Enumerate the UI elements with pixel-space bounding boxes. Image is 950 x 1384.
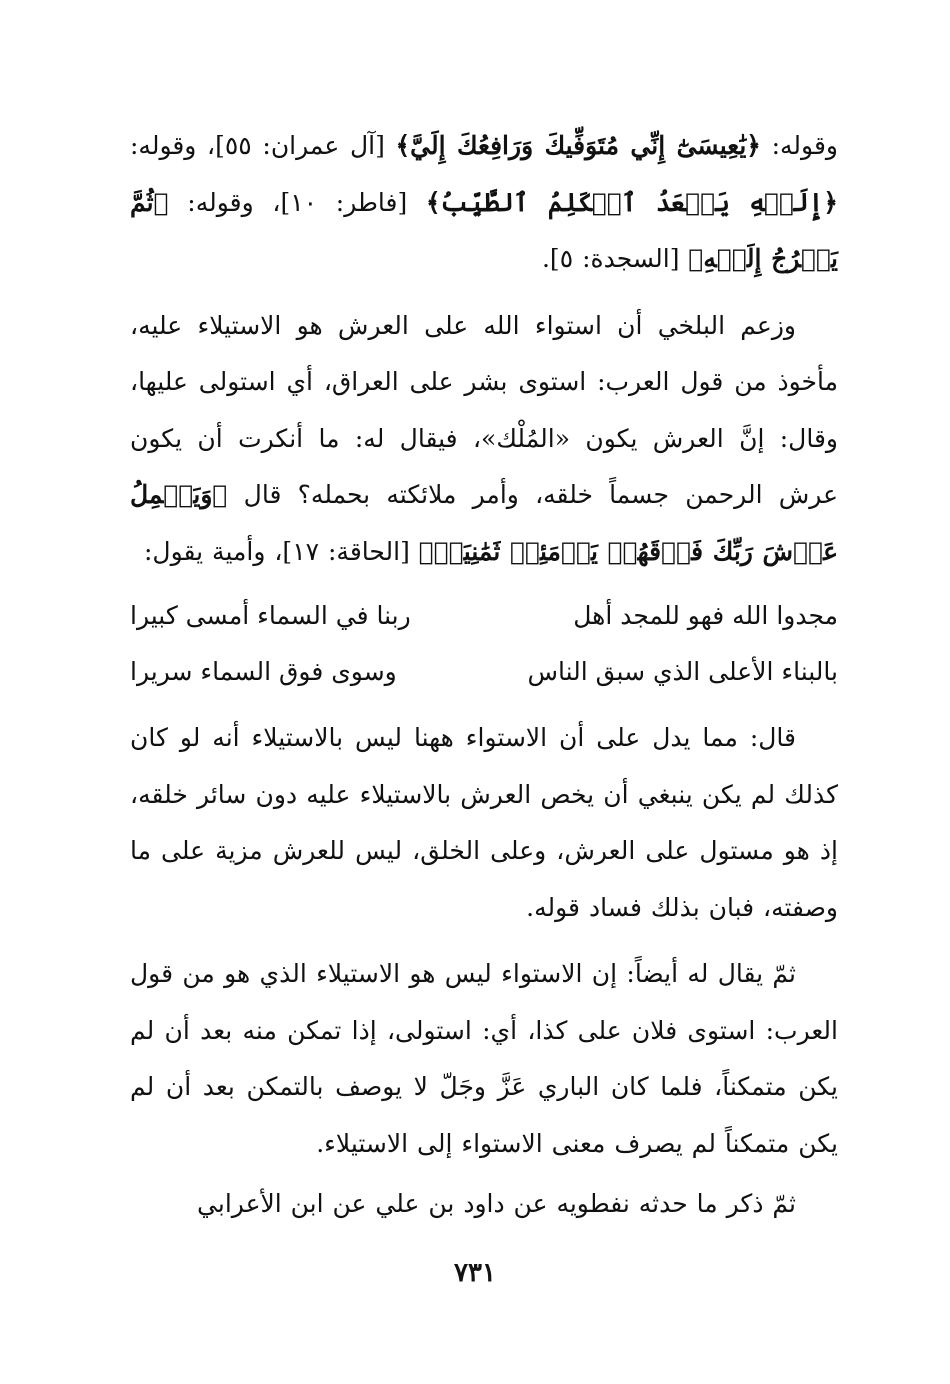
paragraph-quran-citations <box>130 118 838 288</box>
quran-verse: ﴿وَيَحۡمِلُ عَرۡشَ رَبِّكَ فَوۡقَهُمۡ يَوۡمَئِذٖ ثَمَٰنِيَةٞ﴾ <box>130 480 838 566</box>
paragraph-narration: ثمّ ذكر ما حدثه نفطويه عن داود بن علي عن ابن الأعرابي <box>197 1189 796 1218</box>
poem-first-hemistich: بالبناء الأعلى الذي سبق الناس <box>527 657 838 686</box>
poem-second-hemistich: وسوى فوق السماء سريرا <box>130 657 397 686</box>
paragraph-refutation: ثمّ يقال له أيضاً: إن الاستواء ليس هو الاستيلاء الذي هو من قول العرب: استوى فلان على كذا، أي: استولى، إذا تمكن منه بعد أن لم يكن متمكناً، فلما كان الباري عَزَّ وجَلّ لا يوصف بالتمكن بعد أن لم يكن متمكناً لم يصرف معنى الاستواء إلى الاستيلاء. <box>130 959 838 1158</box>
text-run: [السجدة: ٥]. <box>541 244 689 273</box>
poem-first-hemistich: مجدوا الله فهو للمجد أهل <box>573 601 838 630</box>
paragraph-balkhi-claim <box>130 298 838 581</box>
page-number: ٧٣١ <box>454 1258 496 1288</box>
quran-verse: ﴿يَٰعِيسَىٰٓ إِنِّي مُتَوَفِّيكَ وَرَافِعُكَ إِلَيَّ﴾ <box>395 131 761 160</box>
text-run: [الحاقة: ١٧]، وأمية يقول: <box>144 536 419 566</box>
poem-second-hemistich: ربنا في السماء أمسى كبيرا <box>130 601 411 630</box>
poem-verse-1 <box>130 588 838 644</box>
paragraph-argument: قال: مما يدل على أن الاستواء ههنا ليس بالاستيلاء أنه لو كان كذلك لم يكن ينبغي أن يخص العرش بالاستيلاء عليه دون سائر خلقه، إذ هو مستول على العرش، وعلى الخلق، ليس للعرش مزية على ما وصفته، فبان بذلك فساد قوله. <box>130 723 838 922</box>
page-body <box>130 118 838 1384</box>
text-run: [فاطر: ١٠]، وقوله: <box>168 187 426 217</box>
quran-verse: ﴿ثُمَّ يَعۡرُجُ إِلَيۡهِ﴾ <box>130 187 838 273</box>
text-run: وزعم البلخي أن استواء الله على العرش هو الاستيلاء عليه، مأخوذ من قول العرب: استوى بشر على العراق، أي استولى عليها، وقال: إنَّ العرش يكون «المُلْك»، فيقال له: ما أنكرت أن يكون عرش الرحمن جسماً خلقه، وأمر ملائكته بحمله؟ قال <box>130 310 838 509</box>
text-run: [آل عمران: ٥٥]، وقوله: <box>130 131 396 160</box>
poem-verse-2 <box>130 644 838 700</box>
text-run: وقوله: <box>760 131 838 160</box>
quran-verse: ﴿إِلَيۡهِ يَصۡعَدُ ٱلۡكَلِمُ ٱلطَّيِّبُ﴾ <box>425 187 838 217</box>
poem <box>130 588 838 700</box>
